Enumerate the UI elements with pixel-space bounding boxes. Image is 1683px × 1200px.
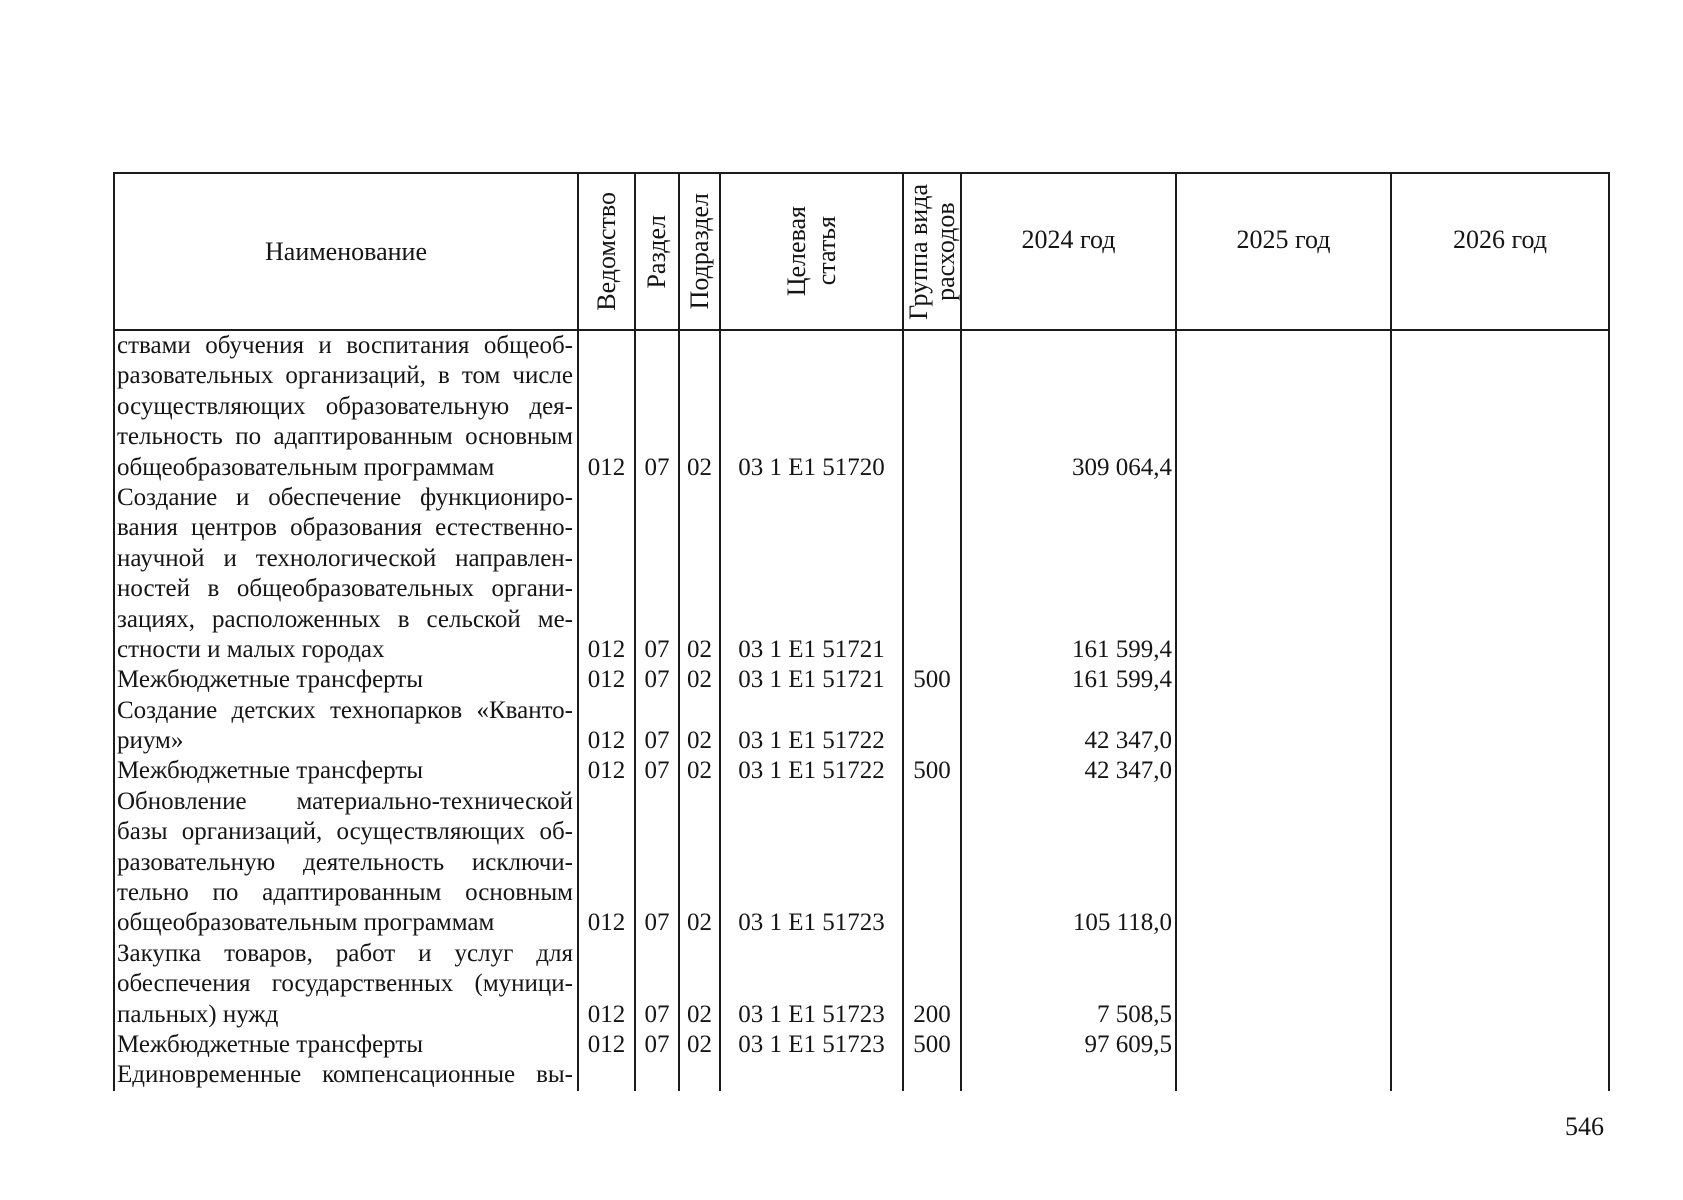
expense-group-cell — [904, 665, 962, 695]
amount-2024-cell — [962, 696, 1177, 757]
name-line: разовательных организаций, в том числе — [117, 362, 573, 390]
subsection-value: 02 — [687, 453, 712, 481]
budget-table — [113, 172, 1610, 1091]
header-subsection-cell — [680, 172, 721, 331]
target-article-cell — [721, 939, 904, 1030]
dept-cell — [579, 756, 636, 786]
amount-2025-cell — [1177, 756, 1392, 786]
dept-value: 012 — [587, 1000, 626, 1028]
amount-2025-cell — [1177, 1030, 1392, 1060]
amount-2026-cell — [1392, 1030, 1610, 1060]
subsection-cell — [680, 1030, 721, 1060]
subsection-value: 02 — [687, 635, 712, 663]
subsection-cell — [680, 1060, 721, 1090]
amount-2026-cell — [1392, 696, 1610, 757]
target-article-cell — [721, 483, 904, 665]
target-article-cell — [721, 1030, 904, 1060]
dept-cell — [579, 696, 636, 757]
header-2024-label: 2024 год — [1021, 224, 1116, 254]
name-line: общеобразовательным программам — [117, 453, 495, 481]
section-cell — [636, 696, 680, 757]
section-value: 07 — [644, 909, 670, 937]
amount-2024-cell — [962, 1030, 1177, 1060]
target-article-value: 03 1 E1 51723 — [738, 1000, 885, 1028]
row-name-cell — [113, 665, 579, 695]
header-group-line-1: Группа вида — [904, 183, 933, 320]
subsection-cell — [680, 331, 721, 483]
header-2026-cell — [1392, 172, 1610, 331]
target-article-value: 03 1 E1 51720 — [738, 453, 885, 481]
name-line: Межбюджетные трансферты — [117, 757, 424, 785]
header-target-line-1: Целевая — [781, 206, 811, 297]
name-line: Закупка товаров, работ и услуг для — [117, 939, 573, 967]
dept-cell — [579, 665, 636, 695]
subsection-cell — [680, 787, 721, 939]
amount-2024-value: 161 599,4 — [1072, 635, 1172, 663]
dept-value: 012 — [587, 757, 626, 785]
amount-2025-cell — [1177, 483, 1392, 665]
amount-2025-cell — [1177, 665, 1392, 695]
target-article-value: 03 1 E1 51721 — [738, 666, 885, 694]
subsection-cell — [680, 756, 721, 786]
name-line: Создание детских технопарков «Кванто- — [117, 696, 573, 724]
expense-group-cell — [904, 1030, 962, 1060]
subsection-cell — [680, 939, 721, 1030]
amount-2024-cell — [962, 331, 1177, 483]
row-name-cell — [113, 696, 579, 757]
subsection-cell — [680, 483, 721, 665]
expense-group-cell — [904, 483, 962, 665]
amount-2026-cell — [1392, 483, 1610, 665]
row-name-cell — [113, 756, 579, 786]
amount-2024-value: 161 599,4 — [1072, 666, 1172, 694]
row-name-cell — [113, 1030, 579, 1060]
expense-group-cell — [904, 1060, 962, 1090]
amount-2026-cell — [1392, 1060, 1610, 1090]
dept-value: 012 — [587, 666, 626, 694]
header-section-cell — [636, 172, 680, 331]
section-cell — [636, 331, 680, 483]
expense-group-cell — [904, 756, 962, 786]
name-line: тельно по адаптированным основным — [117, 879, 573, 907]
header-group-cell — [904, 172, 962, 331]
header-group-line-2: расходов — [931, 202, 960, 301]
section-cell — [636, 756, 680, 786]
header-target-line-2: статья — [811, 216, 841, 287]
name-line: зациях, расположенных в сельской ме- — [117, 605, 573, 633]
name-line: вания центров образования естественно- — [117, 514, 573, 542]
target-article-cell — [721, 696, 904, 757]
dept-value: 012 — [587, 909, 626, 937]
dept-value: 012 — [587, 453, 626, 481]
section-cell — [636, 483, 680, 665]
row-name-cell — [113, 483, 579, 665]
name-line: тельность по адаптированным основным — [117, 423, 573, 451]
header-dept-text: Ведомство — [591, 192, 621, 311]
amount-2024-value: 42 347,0 — [1084, 727, 1172, 755]
header-group-label — [905, 184, 959, 320]
expense-group-value: 200 — [913, 1000, 951, 1028]
name-line: Обновление материально-технической — [117, 787, 573, 815]
amount-2025-cell — [1177, 787, 1392, 939]
section-value: 07 — [644, 757, 670, 785]
amount-2026-cell — [1392, 939, 1610, 1030]
amount-2024-cell — [962, 483, 1177, 665]
header-2026-label: 2026 год — [1453, 224, 1547, 254]
expense-group-cell — [904, 696, 962, 757]
row-name-cell — [113, 787, 579, 939]
target-article-cell — [721, 787, 904, 939]
target-article-cell — [721, 1060, 904, 1090]
amount-2024-value: 42 347,0 — [1084, 757, 1172, 785]
header-subsection-text: Подраздел — [684, 193, 714, 310]
section-value: 07 — [644, 666, 670, 694]
header-target-cell — [721, 172, 904, 331]
amount-2025-cell — [1177, 331, 1392, 483]
amount-2024-value: 105 118,0 — [1072, 909, 1172, 937]
expense-group-value: 500 — [913, 1031, 951, 1059]
amount-2026-cell — [1392, 787, 1610, 939]
name-line: Межбюджетные трансферты — [117, 666, 424, 694]
expense-group-cell — [904, 939, 962, 1030]
amount-2024-cell — [962, 787, 1177, 939]
section-value: 07 — [644, 453, 670, 481]
target-article-value: 03 1 E1 51721 — [738, 635, 885, 663]
amount-2025-cell — [1177, 1060, 1392, 1090]
dept-cell — [579, 1030, 636, 1060]
page-number: 546 — [1565, 1112, 1604, 1141]
dept-value: 012 — [587, 1031, 626, 1059]
subsection-value: 02 — [687, 727, 712, 755]
header-dept-label — [592, 192, 622, 311]
name-line: ствами обучения и воспитания общеоб- — [117, 332, 573, 359]
name-line: Единовременные компенсационные вы- — [117, 1061, 573, 1089]
target-article-cell — [721, 756, 904, 786]
amount-2024-value: 309 064,4 — [1072, 453, 1172, 481]
name-line: риум» — [117, 727, 184, 755]
header-name-cell — [113, 172, 579, 331]
target-article-value: 03 1 E1 51722 — [738, 757, 885, 785]
amount-2026-cell — [1392, 665, 1610, 695]
expense-group-value: 500 — [913, 757, 951, 785]
amount-2024-cell — [962, 756, 1177, 786]
section-value: 07 — [644, 1000, 670, 1028]
target-article-value: 03 1 E1 51723 — [738, 909, 885, 937]
subsection-cell — [680, 696, 721, 757]
name-line: общеобразовательным программам — [117, 909, 495, 937]
section-value: 07 — [644, 1031, 670, 1059]
expense-group-cell — [904, 787, 962, 939]
target-article-value: 03 1 E1 51723 — [738, 1031, 885, 1059]
section-cell — [636, 787, 680, 939]
section-cell — [636, 665, 680, 695]
row-name-cell — [113, 939, 579, 1030]
dept-value: 012 — [587, 727, 626, 755]
amount-2024-value: 97 609,5 — [1084, 1031, 1172, 1059]
header-2025-label: 2025 год — [1236, 224, 1331, 254]
expense-group-value: 500 — [913, 666, 951, 694]
target-article-value: 03 1 E1 51722 — [738, 727, 885, 755]
row-name-cell — [113, 331, 579, 483]
subsection-cell — [680, 665, 721, 695]
subsection-value: 02 — [687, 1000, 712, 1028]
amount-2026-cell — [1392, 756, 1610, 786]
target-article-cell — [721, 665, 904, 695]
section-cell — [636, 1060, 680, 1090]
amount-2025-cell — [1177, 939, 1392, 1030]
name-line: ностей в общеобразовательных органи- — [117, 575, 573, 603]
header-target-label — [782, 206, 842, 296]
header-name-label: Наименование — [265, 236, 427, 266]
header-subsection-label — [685, 193, 715, 309]
name-line: Межбюджетные трансферты — [117, 1031, 424, 1059]
amount-2024-cell — [962, 1060, 1177, 1090]
name-line: научной и технологической направлен- — [117, 544, 573, 572]
section-cell — [636, 939, 680, 1030]
subsection-value: 02 — [687, 1031, 712, 1059]
header-section-label — [642, 215, 672, 289]
name-line: разовательную деятельность исключи- — [117, 848, 573, 876]
dept-cell — [579, 939, 636, 1030]
expense-group-cell — [904, 331, 962, 483]
dept-cell — [579, 483, 636, 665]
subsection-value: 02 — [687, 666, 712, 694]
name-line: стности и малых городах — [117, 635, 385, 663]
header-section-text: Раздел — [642, 214, 671, 289]
amount-2024-cell — [962, 939, 1177, 1030]
section-value: 07 — [644, 727, 670, 755]
target-article-cell — [721, 331, 904, 483]
row-name-cell — [113, 1060, 579, 1090]
amount-2024-cell — [962, 665, 1177, 695]
dept-cell — [579, 331, 636, 483]
dept-cell — [579, 1060, 636, 1090]
name-line: осуществляющих образовательную дея- — [117, 392, 573, 420]
header-2025-cell — [1177, 172, 1392, 331]
section-cell — [636, 1030, 680, 1060]
dept-value: 012 — [587, 635, 626, 663]
name-line: базы организаций, осуществляющих об- — [117, 818, 573, 846]
amount-2024-value: 7 508,5 — [1097, 1000, 1172, 1028]
header-dept-cell — [579, 172, 636, 331]
subsection-value: 02 — [687, 909, 712, 937]
subsection-value: 02 — [687, 757, 712, 785]
amount-2026-cell — [1392, 331, 1610, 483]
name-line: пальных) нужд — [117, 1000, 279, 1028]
name-line: Создание и обеспечение функциониро- — [117, 483, 573, 511]
dept-cell — [579, 787, 636, 939]
name-line: обеспечения государственных (муници- — [117, 970, 573, 998]
amount-2025-cell — [1177, 696, 1392, 757]
section-value: 07 — [644, 635, 670, 663]
header-2024-cell — [962, 172, 1177, 331]
